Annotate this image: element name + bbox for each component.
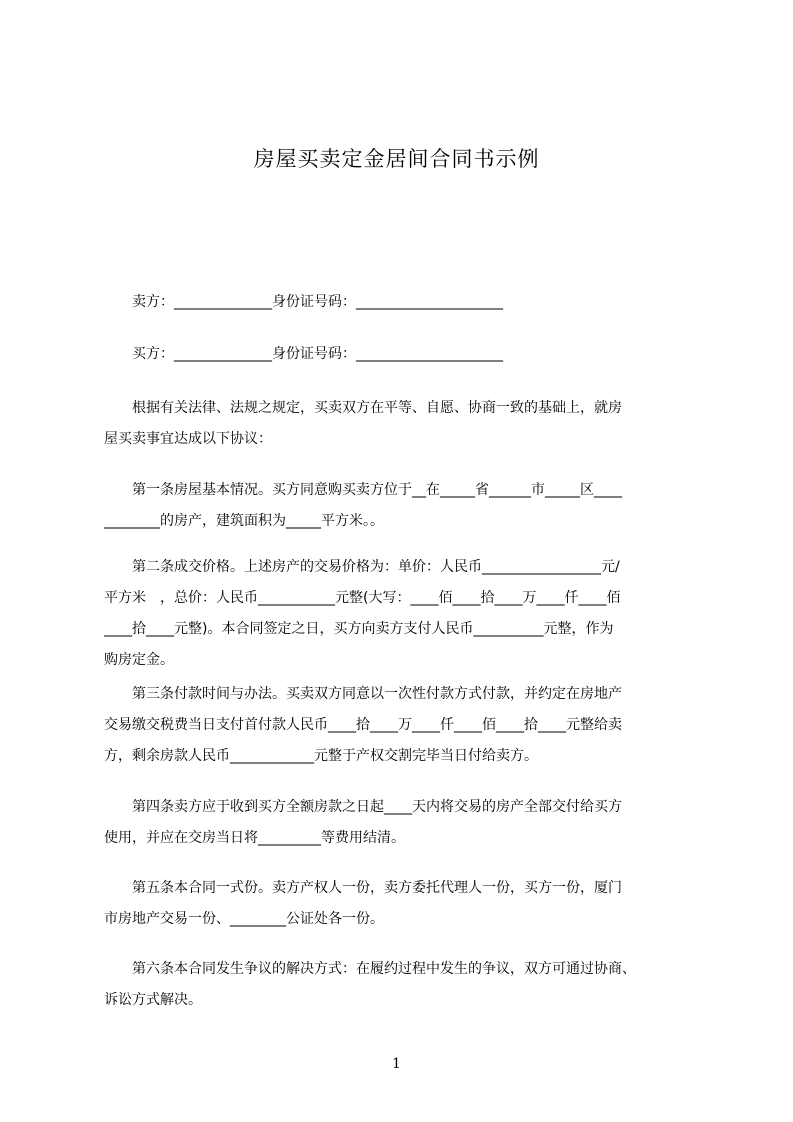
paragraph-line: 平方米 ，总价：人民币___________元整(大写：____佰____拾____万____仟____佰 <box>104 590 621 606</box>
paragraph-line: 屋买卖事宜达成以下协议： <box>104 431 272 447</box>
buyer-line: 买方：______________身份证号码：_____________________ <box>104 346 503 362</box>
paragraph-article-4 <box>104 797 700 859</box>
paragraph-article-3 <box>104 684 700 777</box>
paragraph-preamble <box>104 398 700 460</box>
paragraph-line: 根据有关法律、法规之规定，买卖双方在平等、自愿、协商一致的基础上，就房 <box>104 400 622 416</box>
paragraph-line: 第四条卖方应于收到买方全额房款之日起____天内将交易的房产全部交付给买方 <box>104 799 622 815</box>
paragraph-line: 第三条付款时间与办法。买卖双方同意以一次性付款方式付款，并约定在房地产 <box>104 686 622 702</box>
paragraph-line: 诉讼方式解决。 <box>104 992 202 1008</box>
seller-line: 卖方：______________身份证号码：_____________________ <box>104 294 503 310</box>
paragraph-line: 第六条本合同发生争议的解决方式：在履约过程中发生的争议，双方可通过协商、 <box>104 961 636 977</box>
paragraph-line: ________的房产，建筑面积为_____平方米。。 <box>104 513 384 529</box>
paragraph-line: 第二条成交价格。上述房产的交易价格为：单价：人民币_________________元/ <box>104 559 620 575</box>
paragraph-line: 第一条房屋基本情况。买方同意购买卖方位于__在_____省______市_____区____ <box>104 482 622 498</box>
paragraph-line: 第五条本合同一式份。卖方产权人一份，卖方委托代理人一份，买方一份，厦门 <box>104 880 622 896</box>
paragraph-line: 交易缴交税费当日支付首付款人民币____拾____万____仟____佰____拾____元整给卖 <box>104 717 622 733</box>
document-title: 房屋买卖定金居间合同书示例 <box>253 147 540 171</box>
paragraph-article-6 <box>104 959 700 1021</box>
paragraph-line: ____拾____元整)。本合同签定之日，买方向卖方支付人民币__________元整，作为 <box>104 621 614 637</box>
page-number: 1 <box>392 1056 401 1072</box>
paragraph-article-2 <box>104 557 700 681</box>
paragraph-line: 购房定金。 <box>104 652 174 668</box>
paragraph-article-1 <box>104 480 700 542</box>
paragraph-line: 方，剩余房款人民币____________元整于产权交割完毕当日付给卖方。 <box>104 748 538 764</box>
paragraph-line: 市房地产交易一份、________公证处各一份。 <box>104 911 384 927</box>
paragraph-line: 使用，并应在交房当日将_________等费用结清。 <box>104 830 405 846</box>
paragraph-article-5 <box>104 878 700 940</box>
